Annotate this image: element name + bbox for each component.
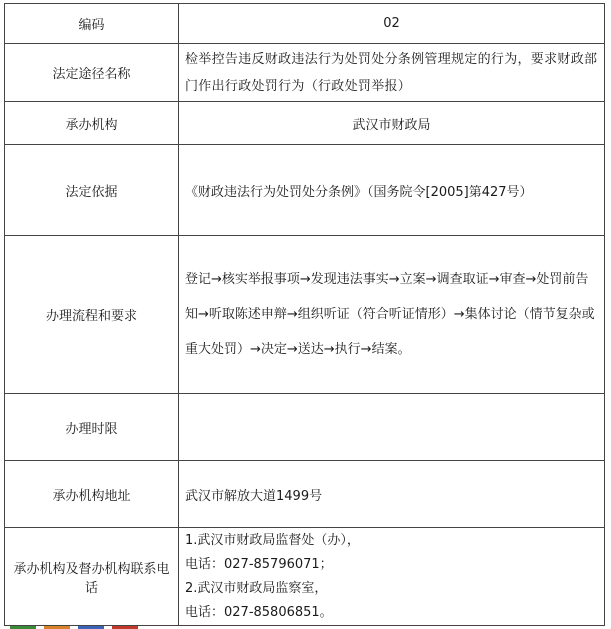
row-phone xyxy=(5,528,605,626)
row-basis xyxy=(5,145,605,236)
info-table xyxy=(4,3,605,626)
row-code xyxy=(5,4,605,44)
value-agency xyxy=(179,102,605,145)
phone-line: 1.武汉市财政局监督处（办）， xyxy=(185,532,360,548)
row-name xyxy=(5,44,605,102)
label-process: 办理流程和要求 xyxy=(5,236,179,394)
phone-line: 电话：027-85806851。 xyxy=(185,604,333,620)
label-name: 法定途径名称 xyxy=(5,44,179,102)
row-agency xyxy=(5,102,605,145)
value-phone xyxy=(179,528,605,626)
value-basis: 《财政违法行为处罚处分条例》（国务院令[2005]第427号） xyxy=(179,145,605,236)
value-time-limit xyxy=(179,394,605,461)
label-time-limit: 办理时限 xyxy=(5,394,179,461)
row-address xyxy=(5,461,605,528)
label-phone: 承办机构及督办机构联系电话 xyxy=(5,528,179,626)
row-time-limit xyxy=(5,394,605,461)
phone-line: 电话：027-85796071； xyxy=(185,556,333,572)
row-process xyxy=(5,236,605,394)
value-process: 登记→核实举报事项→发现违法事实→立案→调查取证→审查→处罚前告知→听取陈述申辩→组织听证（符合听证情形）→集体讨论（情节复杂或重大处罚）→决定→送达→执行→结案。 xyxy=(179,236,605,394)
value-code-text: 02 xyxy=(383,16,400,31)
value-agency-text: 武汉市财政局 xyxy=(352,117,431,133)
value-code xyxy=(179,4,605,44)
label-basis: 法定依据 xyxy=(5,145,179,236)
label-agency: 承办机构 xyxy=(5,102,179,145)
value-name: 检举控告违反财政违法行为处罚处分条例管理规定的行为，要求财政部门作出行政处罚行为（行政处罚举报） xyxy=(179,44,605,102)
value-address: 武汉市解放大道1499号 xyxy=(179,461,605,528)
label-address: 承办机构地址 xyxy=(5,461,179,528)
phone-line: 2.武汉市财政局监察室， xyxy=(185,580,328,596)
label-code: 编码 xyxy=(5,4,179,44)
